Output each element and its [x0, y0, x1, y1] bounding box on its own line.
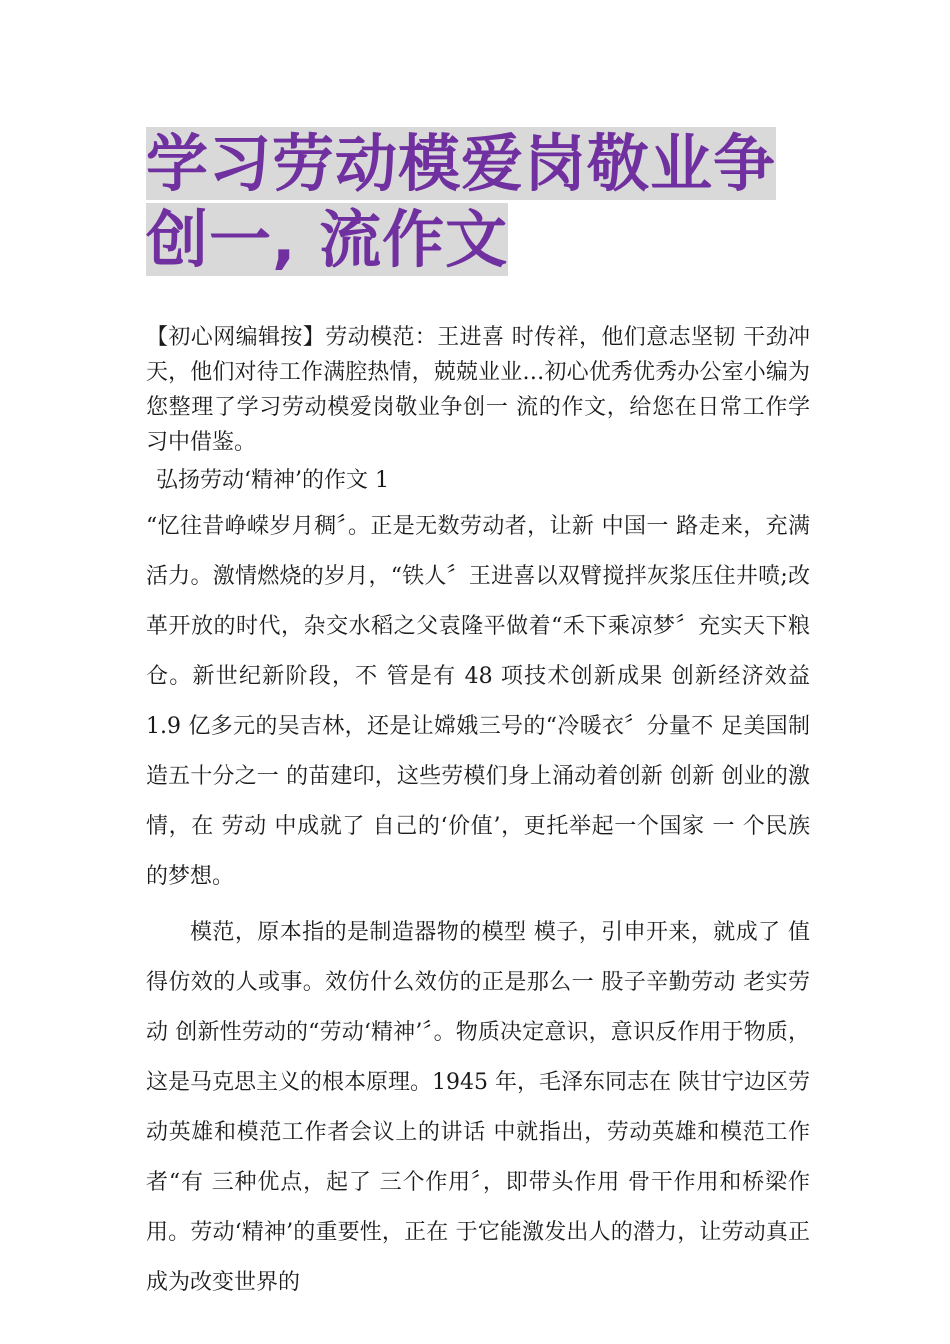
title-text: 学习劳动模爱岗敬业争创一, 流作文	[146, 127, 777, 276]
paragraph-2: 模范，原本指的是制造器物的模型 模子，引申开来，就成了 值得仿效的人或事。效仿什么效仿的正是那么一 股子辛勤劳动 老实劳动 创新性劳动的“劳动‘精神’〞。物质决定意识，意识反作用于物质，这是马克思主义的根本原理。1945 年，毛泽东同志在 陕甘宁边区劳动英雄和模范工作者会议上的讲话 中就指出，劳动英雄和模范工作者“有 三种优点，起了 三个作用〞，即带头作用 骨干作用和桥梁作用。劳动‘精神’的重要性，正在 于它能激发出人的潜力，让劳动真正成为改变世界的	[146, 920, 810, 1295]
document-title	[146, 126, 826, 278]
essay-heading: 弘扬劳动‘精神’的作文 1	[156, 468, 389, 493]
intro-paragraph: 【初心网编辑按】劳动模范：王进喜 时传祥，他们意志坚韧 干劲冲天，他们对待工作满腔热情，兢兢业业…初心优秀优秀办公室小编为您整理了学习劳动模爱岗敬业争创一 流的作文，给您在日常工作学习中借鉴。	[146, 325, 810, 455]
paragraph-1: “忆往昔峥嵘岁月稠〞。正是无数劳动者，让新 中国一 路走来，充满活力。激情燃烧的岁月，“铁人〞王进喜以双臂搅拌灰浆压住井喷;改革开放的时代，杂交水稻之父袁隆平做着“禾下乘凉梦〞充实天下粮仓。新世纪新阶段，不 管是有 48 项技术创新成果 创新经济效益 1.9 亿多元的吴吉林，还是让嫦娥三号的“冷暖衣〞分量不 足美国制造五十分之一 的苗建印，这些劳模们身上涌动着创新 创新 创业的激情，在 劳动 中成就了 自己的‘价值’，更托举起一个国家 一 个民族的梦想。	[146, 514, 810, 889]
document-body	[146, 320, 810, 1308]
